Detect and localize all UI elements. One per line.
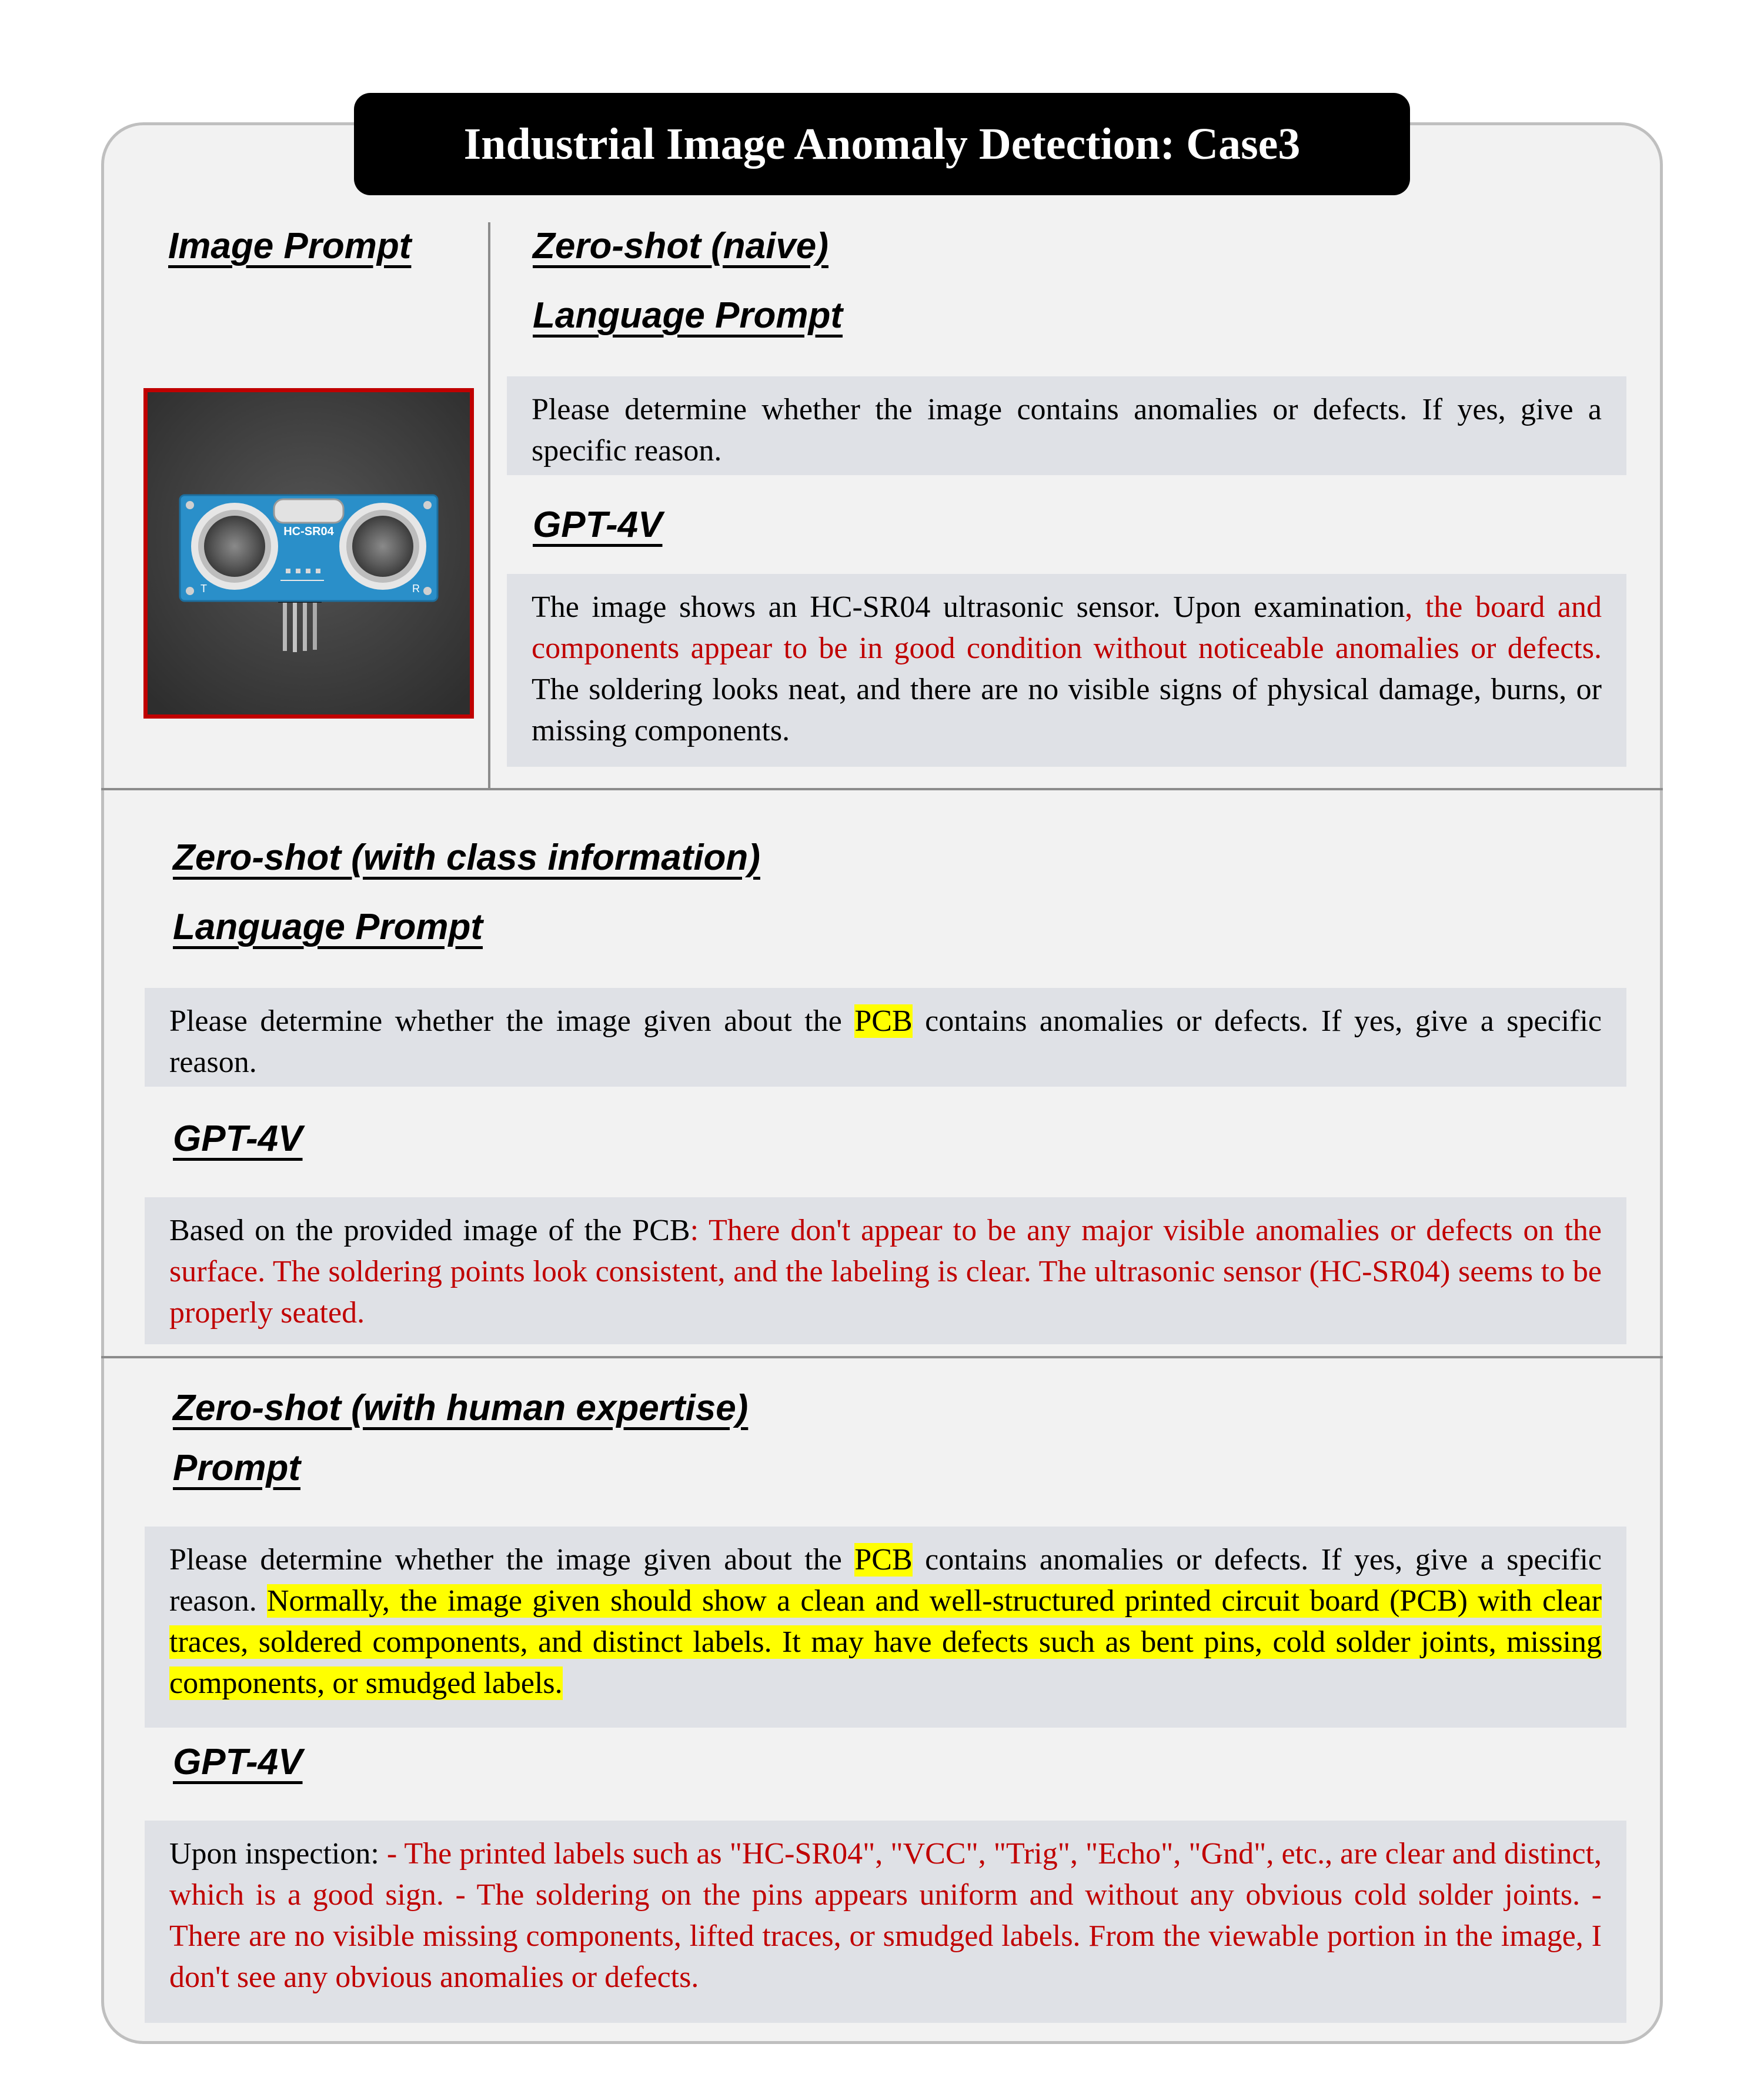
class-info-heading: Zero-shot (with class information) [173, 837, 760, 878]
class-info-prompt-text: Please determine whether the image given about the [169, 1004, 855, 1038]
naive-response-highlighted: , the board and components appear to be in good condition without noticeable anomalies or defects. [532, 590, 1602, 665]
naive-response-text: The image shows an HC-SR04 ultrasonic sensor. Upon examination [532, 590, 1405, 624]
image-prompt-heading: Image Prompt [168, 226, 412, 266]
sensor-label: HC-SR04 [283, 525, 334, 538]
expertise-prompt-box [145, 1527, 1626, 1728]
sensor-left-marking: T [201, 583, 207, 595]
expertise-prompt-highlight-knowledge: Normally, the image given should show a clean and well-structured printed circuit board (PCB) with clear traces, soldered components, and distinct labels. It may have defects such as bent pins, cold solder joints, missing components, or smudged labels. [169, 1584, 1602, 1700]
expertise-response-text: Upon inspection: [169, 1837, 387, 1871]
expertise-prompt-middle: contains anomalies or defects. If yes, give a specific reason. [169, 1543, 1602, 1618]
class-info-response-text: Based on the provided image of the PCB [169, 1214, 690, 1247]
naive-response-tail: The soldering looks neat, and there are no visible signs of physical damage, burns, or missing components. [532, 673, 1602, 747]
naive-model-heading: GPT-4V [533, 505, 663, 545]
naive-prompt-text: Please determine whether the image contains anomalies or defects. If yes, give a specific reason. [532, 393, 1602, 467]
naive-response-box [507, 574, 1626, 767]
class-info-response-box [145, 1197, 1626, 1344]
naive-prompt-heading: Language Prompt [533, 295, 843, 336]
sensor-photo [143, 388, 474, 719]
expertise-response-box [145, 1821, 1626, 2023]
expertise-prompt-text: Please determine whether the image given about the [169, 1543, 855, 1577]
naive-prompt-box [507, 376, 1626, 475]
class-info-prompt-heading: Language Prompt [173, 907, 483, 947]
page-title: Industrial Image Anomaly Detection: Case3 [354, 93, 1410, 195]
class-info-prompt-tail: contains anomalies or defects. If yes, give a specific reason. [169, 1004, 1602, 1079]
sensor-right-marking: R [412, 583, 420, 595]
expertise-heading: Zero-shot (with human expertise) [173, 1388, 749, 1428]
hc-sr04-sensor-image [148, 392, 470, 714]
class-info-prompt-highlight: PCB [854, 1004, 913, 1038]
class-info-response-highlighted: : There don't appear to be any major visible anomalies or defects on the surface. The soldering points look consistent, and the labeling is clear. The ultrasonic sensor (HC-SR04) seems to be properly seated. [169, 1214, 1602, 1330]
class-info-prompt-box [145, 988, 1626, 1087]
section-divider-1 [101, 788, 1663, 790]
class-info-model-heading: GPT-4V [173, 1118, 303, 1159]
expertise-prompt-heading: Prompt [173, 1448, 300, 1488]
expertise-prompt-highlight-class: PCB [854, 1543, 913, 1577]
expertise-model-heading: GPT-4V [173, 1742, 303, 1782]
column-divider [488, 222, 490, 789]
section-divider-2 [101, 1356, 1663, 1358]
expertise-response-highlighted: - The printed labels such as "HC-SR04", "VCC", "Trig", "Echo", "Gnd", etc., are clear and distinct, which is a good sign. - The soldering on the pins appears uniform and without any obvious cold solder joints. - There are no visible missing components, lifted traces, or smudged labels. From the viewable portion in the image, I don't see any obvious anomalies or defects. [169, 1837, 1602, 1994]
naive-heading: Zero-shot (naive) [533, 226, 828, 266]
